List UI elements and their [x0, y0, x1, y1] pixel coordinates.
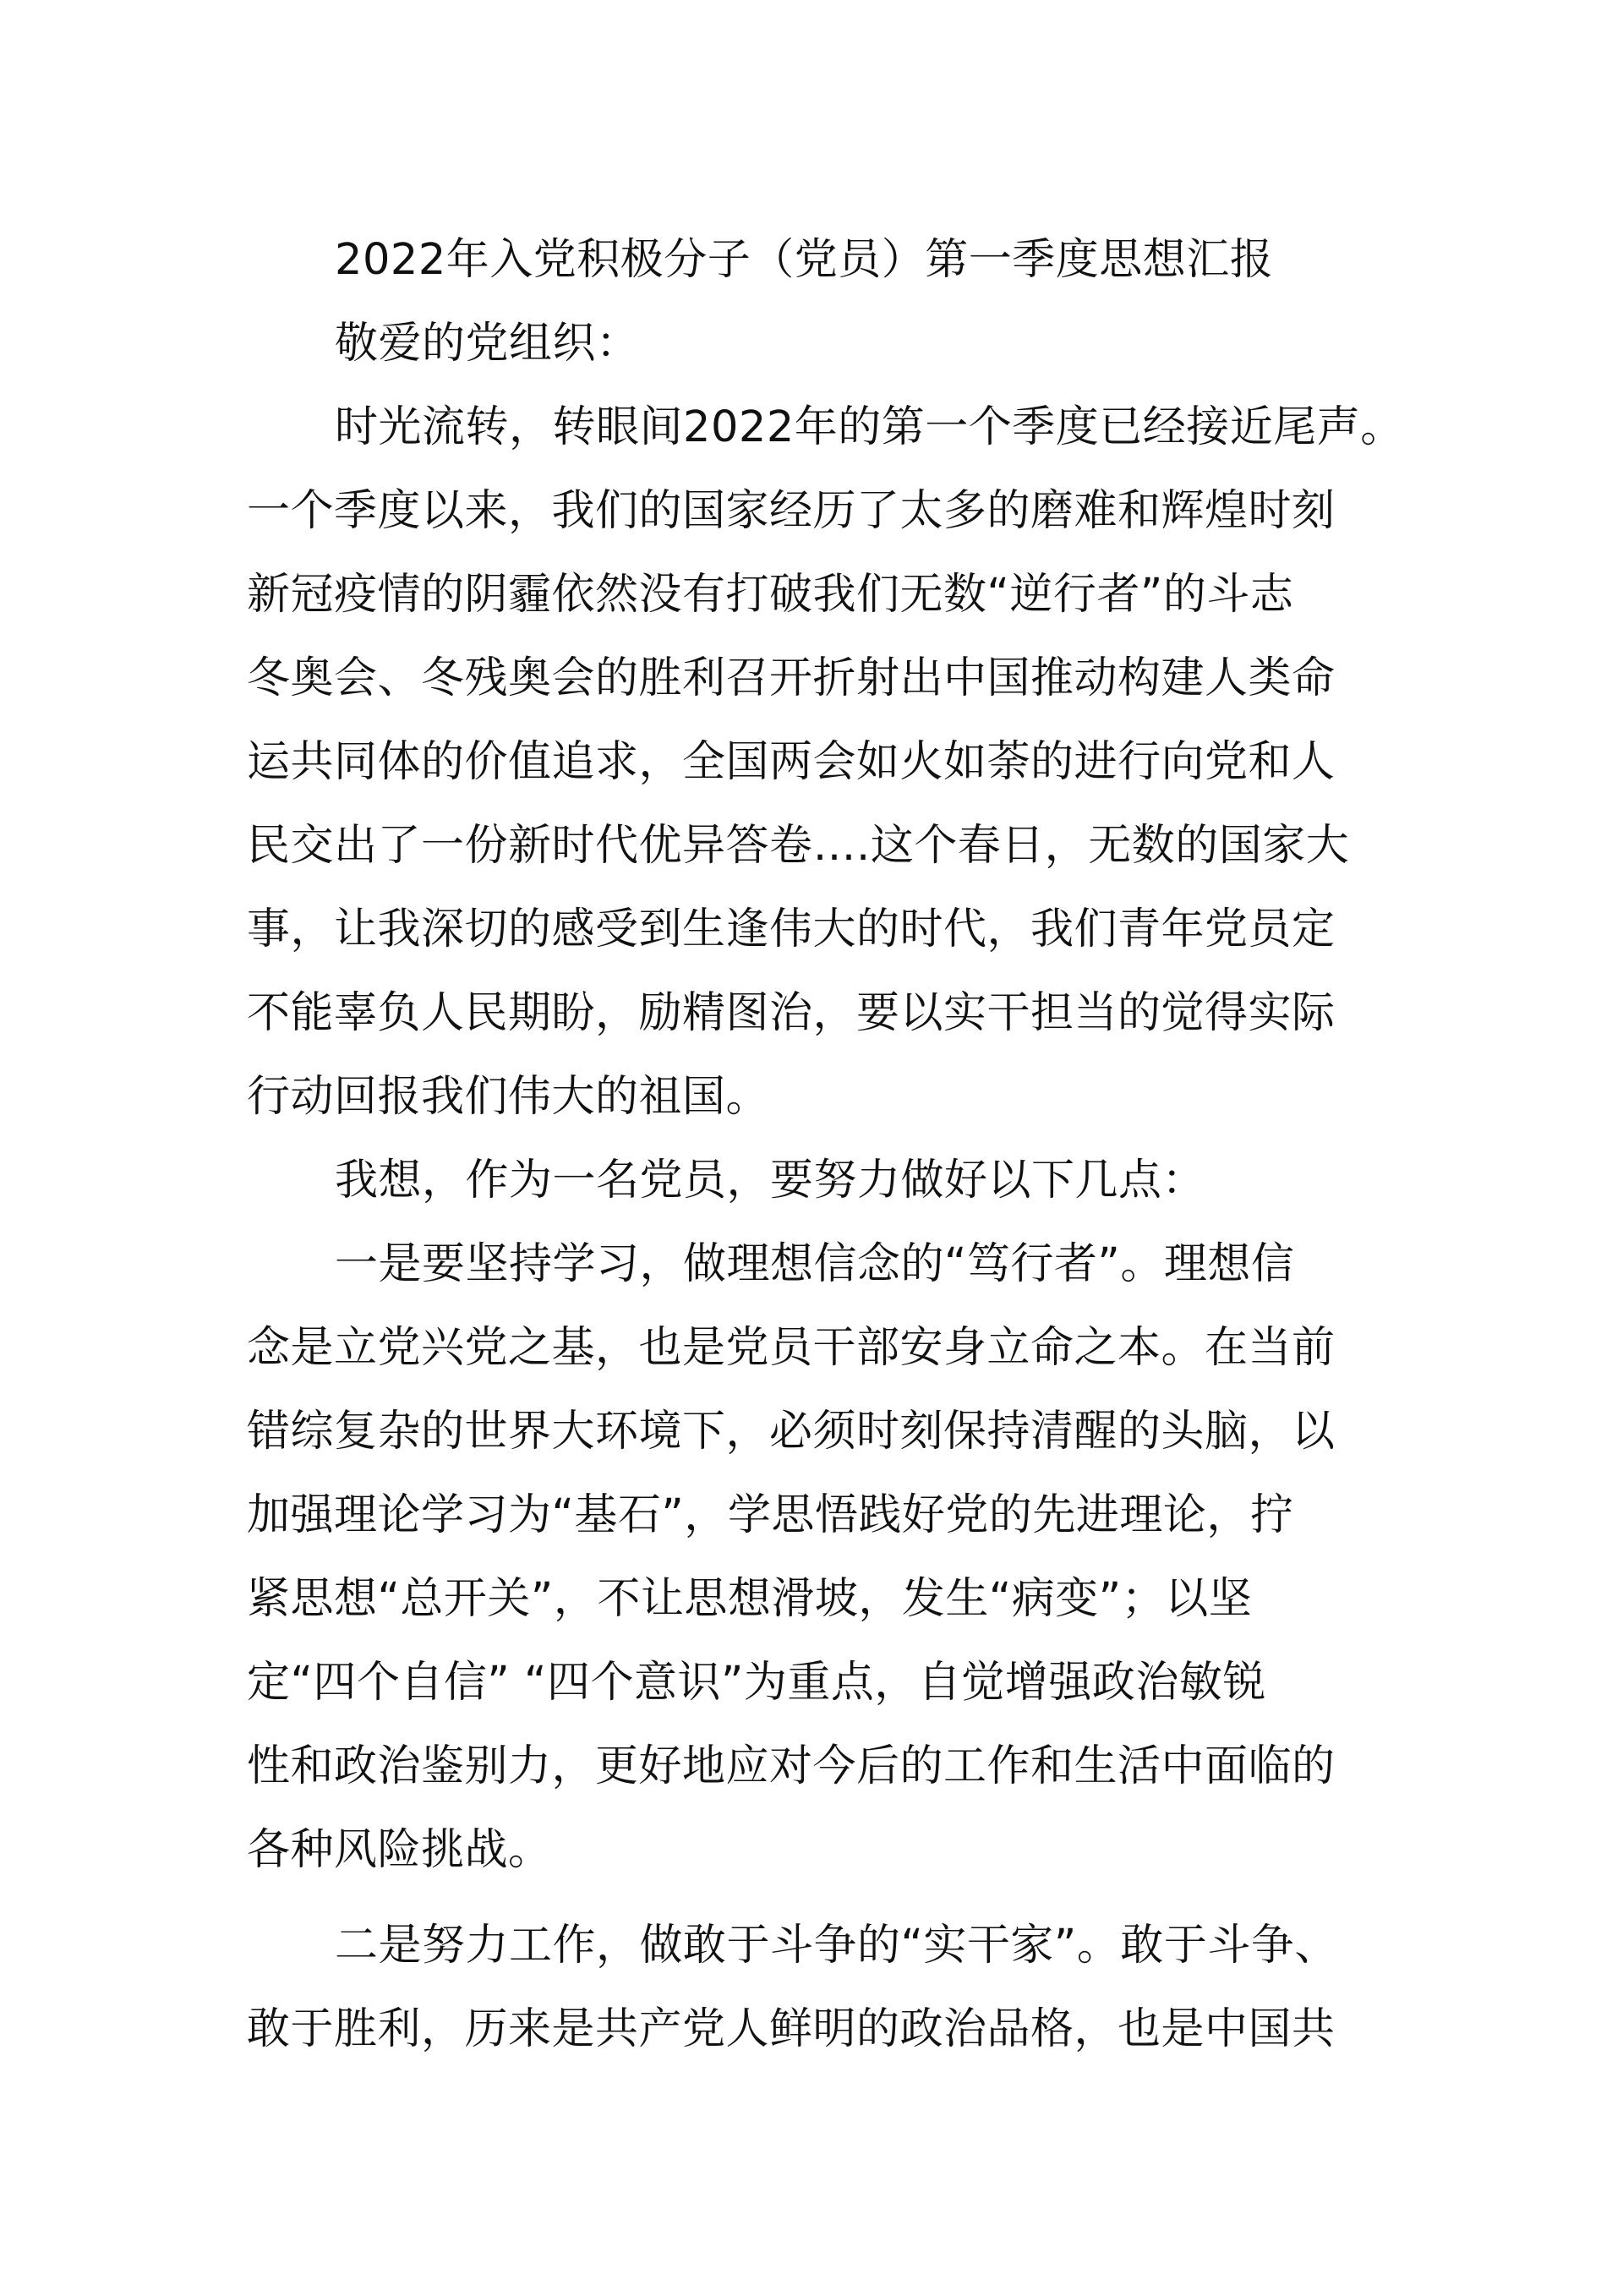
- paragraph-line: 冬奥会、冬残奥会的胜利召开折射出中国推动构建人类命: [247, 653, 1336, 703]
- page-title: 2022年入党积极分子（党员）第一季度思想汇报: [335, 235, 1274, 285]
- paragraph-line: 敢于胜利，历来是共产党人鲜明的政治品格，也是中国共: [247, 2004, 1336, 2054]
- paragraph-line: 行动回报我们伟大的祖国。: [247, 1072, 770, 1122]
- paragraph-line: 念是立党兴党之基，也是党员干部安身立命之本。在当前: [247, 1323, 1336, 1373]
- document-body: [247, 218, 1404, 2071]
- paragraph-line: 紧思想“总开关”，不让思想滑坡，发生“病变”；以坚: [247, 1574, 1253, 1624]
- paragraph-line: 性和政治鉴别力，更好地应对今后的工作和生活中面临的: [247, 1741, 1336, 1791]
- paragraph-line: 加强理论学习为“基石”，学思悟践好党的先进理论，拧: [247, 1490, 1294, 1540]
- paragraph-line: 我想，作为一名党员，要努力做好以下几点：: [335, 1156, 1206, 1205]
- paragraph-2: [247, 1139, 1396, 1222]
- paragraph-spacer: [247, 1892, 1396, 1904]
- paragraph-line: 运共同体的价值追求，全国两会如火如荼的进行向党和人: [247, 737, 1336, 787]
- paragraph-line: 二是努力工作，做敢于斗争的“实干家”。敢于斗争、: [335, 1921, 1338, 1971]
- salutation: 敬爱的党组织：: [335, 319, 640, 369]
- paragraph-line: 民交出了一份新时代优异答卷….这个春日，无数的国家大: [247, 821, 1350, 871]
- paragraph-1: [247, 385, 1404, 1139]
- paragraph-line: 事，让我深切的感受到生逢伟大的时代，我们青年党员定: [247, 905, 1336, 954]
- paragraph-line: 时光流转，转眼间2022年的第一个季度已经接近尾声。: [335, 402, 1404, 452]
- paragraph-line: 错综复杂的世界大环境下，必须时刻保持清醒的头脑，以: [247, 1407, 1336, 1457]
- paragraph-line: 一是要坚持学习，做理想信念的“笃行者”。理想信: [335, 1239, 1295, 1289]
- paragraph-line: 新冠疫情的阴霾依然没有打破我们无数“逆行者”的斗志: [247, 570, 1294, 620]
- paragraph-3: [247, 1222, 1396, 1892]
- paragraph-line: 定“四个自信” “四个意识”为重点，自觉增强政治敏锐: [247, 1658, 1266, 1708]
- paragraph-line: 不能辜负人民期盼，励精图治，要以实干担当的觉得实际: [247, 988, 1336, 1038]
- paragraph-4: [247, 1904, 1396, 2071]
- paragraph-line: 各种风险挑战。: [247, 1825, 552, 1875]
- paragraph-line: 一个季度以来，我们的国家经历了太多的磨难和辉煌时刻: [247, 486, 1336, 536]
